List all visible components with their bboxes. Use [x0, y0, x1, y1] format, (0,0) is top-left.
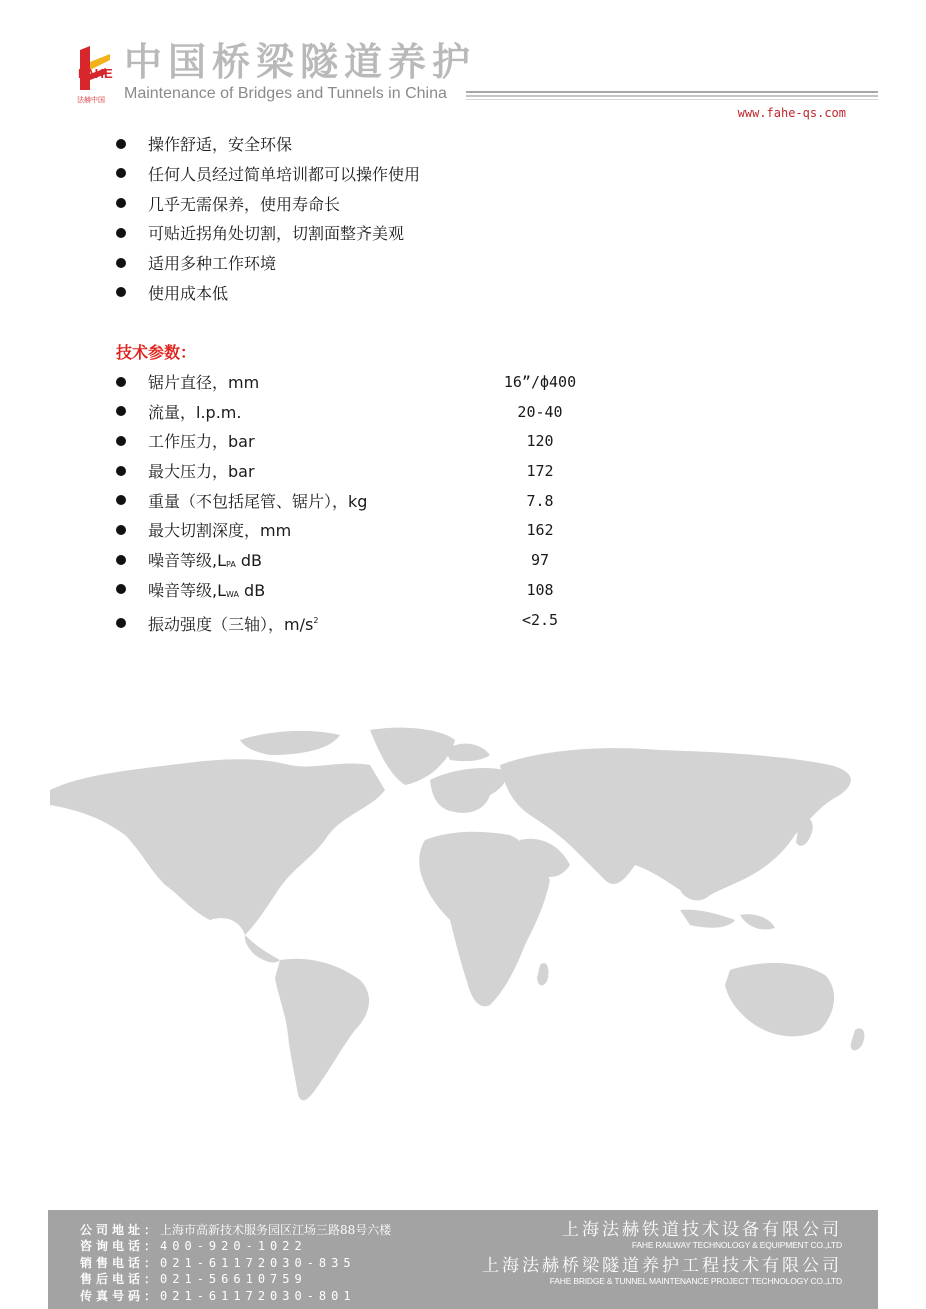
company2-name-cn: 上海法赫桥梁隧道养护工程技术有限公司 — [482, 1256, 842, 1276]
list-item: 适用多种工作环境 — [116, 249, 420, 279]
specs-title: 技术参数： — [116, 343, 197, 362]
header-rule — [466, 91, 878, 93]
page-title-en: Maintenance of Bridges and Tunnels in China — [124, 85, 447, 102]
company1-name-en: FAHE RAILWAY TECHNOLOGY & EQUIPMENT CO.,LTD — [631, 1240, 842, 1250]
bullet-icon — [116, 466, 126, 476]
spec-row: 噪音等级,LPA dB 97 — [116, 546, 596, 576]
list-item: 可贴近拐角处切割，切割面整齐美观 — [116, 219, 420, 249]
company-names — [482, 1220, 842, 1292]
contact-info — [80, 1222, 391, 1304]
spec-row: 工作压力，bar 120 — [116, 427, 596, 457]
footer — [48, 1210, 878, 1309]
spec-row: 噪音等级,LWA dB 108 — [116, 576, 596, 606]
fahe-logo — [76, 44, 118, 106]
list-item: 任何人员经过简单培训都可以操作使用 — [116, 160, 420, 190]
specs-list — [116, 368, 596, 635]
header-rule — [466, 95, 878, 97]
company2-name-en: FAHE BRIDGE & TUNNEL MAINTENANCE PROJECT TECHNOLOGY CO.,LTD — [549, 1276, 842, 1286]
bullet-icon — [116, 228, 126, 238]
contact-row: 公司地址：上海市高新技术服务园区江场三路88号六楼 — [80, 1223, 392, 1237]
bullet-icon — [116, 555, 126, 565]
list-item: 使用成本低 — [116, 279, 420, 309]
bullet-icon — [116, 584, 126, 594]
bullet-icon — [116, 525, 126, 535]
bullet-icon — [116, 406, 126, 416]
spec-row: 最大压力，bar 172 — [116, 457, 596, 487]
spec-row: 流量，l.p.m. 20-40 — [116, 398, 596, 428]
contact-row: 售后电话：021-56610759 — [80, 1272, 307, 1287]
contact-row: 咨询电话：400-920-1022 — [80, 1239, 307, 1254]
bullet-icon — [116, 258, 126, 268]
page-title-cn: 中国桥梁隧道养护 — [124, 40, 477, 84]
bullet-icon — [116, 168, 126, 178]
bullet-icon — [116, 618, 126, 628]
spec-row: 锯片直径，mm 16”/ф400 — [116, 368, 596, 398]
website-link[interactable]: www.fahe-qs.com — [737, 106, 846, 120]
svg-text:FAHE: FAHE — [78, 66, 113, 81]
list-item: 几乎无需保养，使用寿命长 — [116, 190, 420, 220]
header-rule — [466, 99, 878, 100]
feature-list — [116, 130, 420, 309]
spec-row: 最大切割深度，mm 162 — [116, 516, 596, 546]
spec-row: 振动强度（三轴），$m/s^2$ <2.5 — [116, 606, 596, 636]
bullet-icon — [116, 495, 126, 505]
company1-name-cn: 上海法赫铁道技术设备有限公司 — [562, 1220, 842, 1240]
bullet-icon — [116, 139, 126, 149]
bullet-icon — [116, 198, 126, 208]
spec-row: 重量（不包括尾管、锯片），kg 7.8 — [116, 487, 596, 517]
logo-caption: 法赫中国 — [77, 96, 105, 104]
bullet-icon — [116, 377, 126, 387]
bullet-icon — [116, 436, 126, 446]
list-item: 操作舒适，安全环保 — [116, 130, 420, 160]
contact-row: 销售电话：021-61172030-835 — [80, 1255, 356, 1270]
contact-row: 传真号码：021-61172030-801 — [80, 1288, 356, 1303]
bullet-icon — [116, 287, 126, 297]
world-map-image — [40, 720, 890, 1110]
